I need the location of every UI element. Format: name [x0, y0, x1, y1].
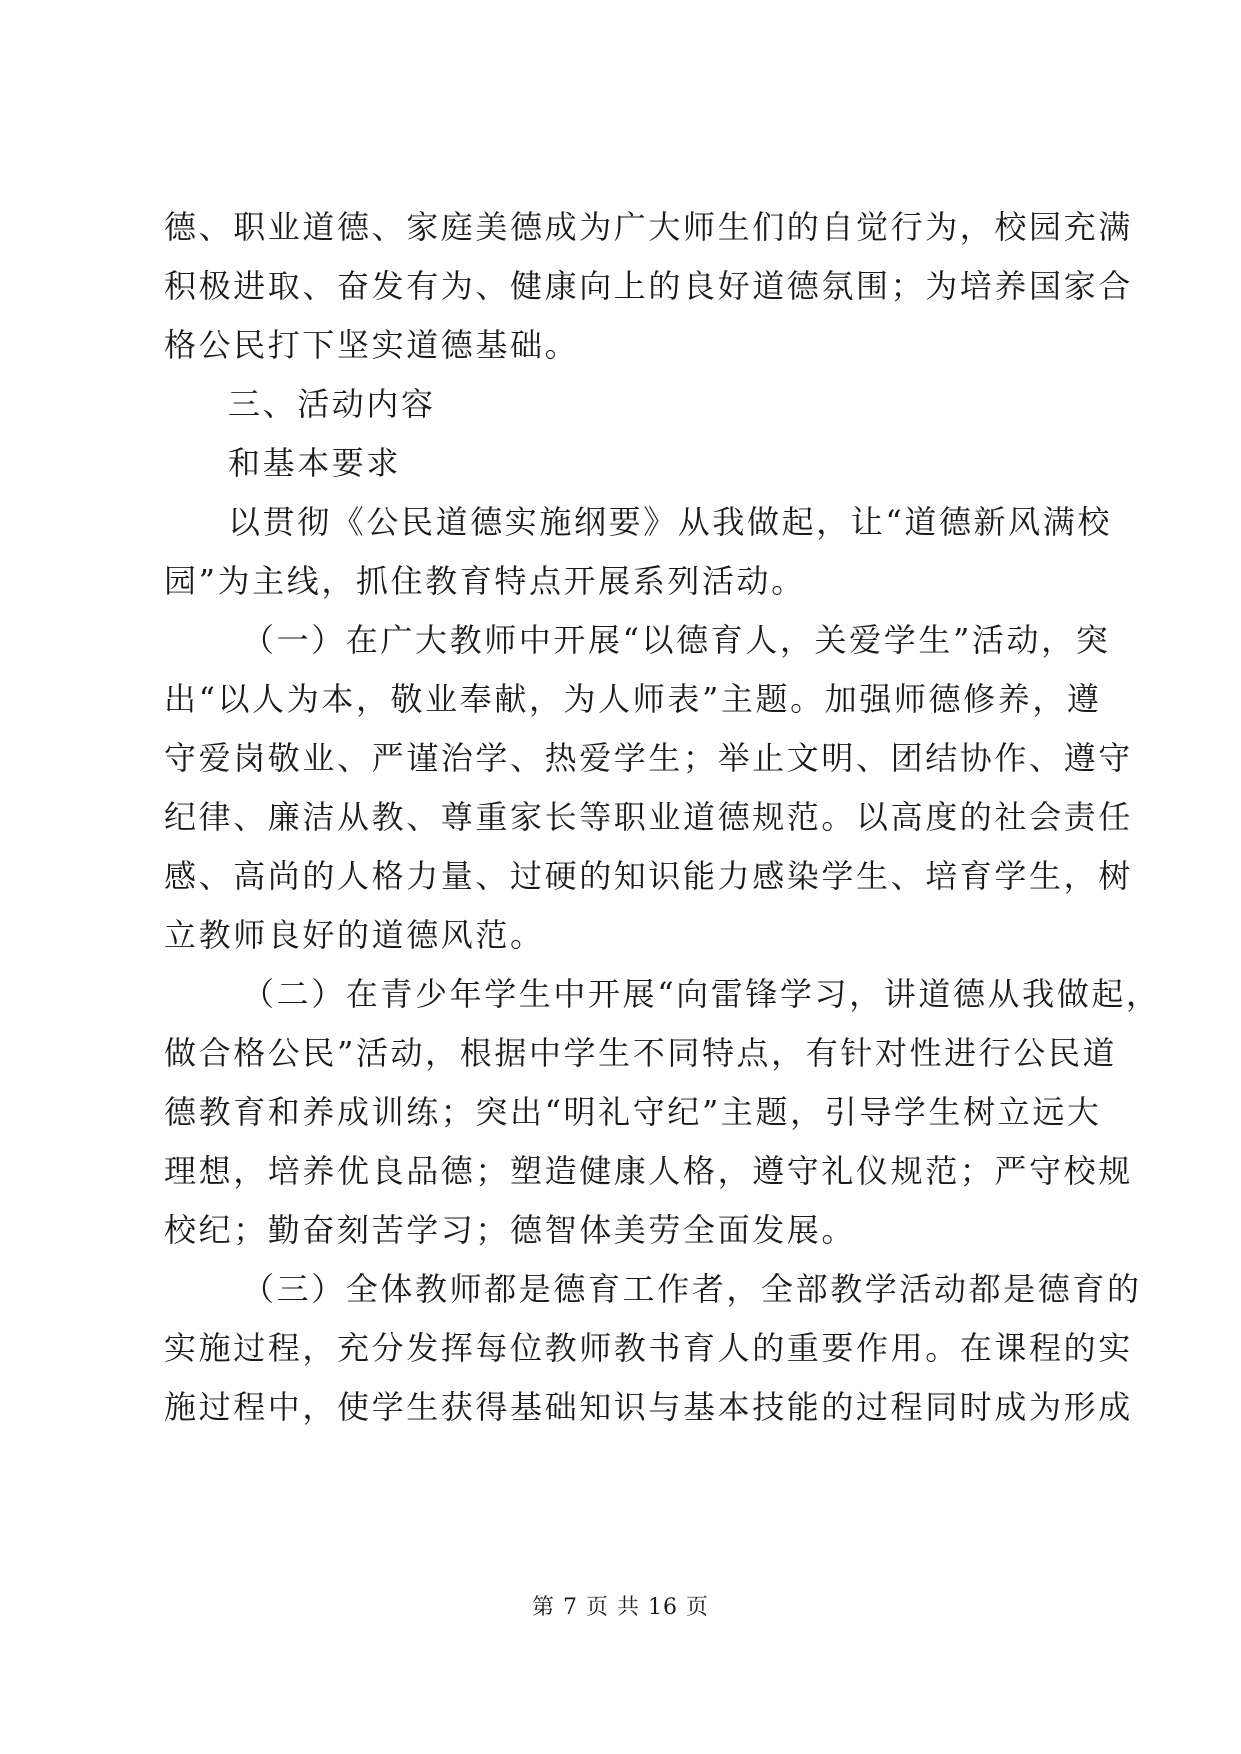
body-text-line: 园”为主线，抓住教育特点开展系列活动。 — [164, 562, 806, 600]
section-heading: 三、活动内容 — [228, 385, 436, 423]
body-text-line: 格公民打下坚实道德基础。 — [164, 326, 580, 364]
page-footer: 第 7 页 共 16 页 — [532, 1595, 709, 1620]
body-text-line: 施过程中，使学生获得基础知识与基本技能的过程同时成为形成 — [164, 1388, 1133, 1426]
body-text-line: （三）全体教师都是德育工作者，全部教学活动都是德育的 — [242, 1270, 1142, 1308]
body-text-line: 德、职业道德、家庭美德成为广大师生们的自觉行为，校园充满 — [164, 208, 1133, 246]
body-text-line: （一）在广大教师中开展“以德育人，关爱学生”活动，突 — [242, 621, 1111, 659]
body-text-line: 纪律、廉洁从教、尊重家长等职业道德规范。以高度的社会责任 — [164, 798, 1133, 836]
body-text-line: 理想，培养优良品德；塑造健康人格，遵守礼仪规范；严守校规 — [164, 1152, 1133, 1190]
body-text-line: 做合格公民”活动，根据中学生不同特点，有针对性进行公民道 — [164, 1034, 1118, 1072]
body-text-line: 德教育和养成训练；突出“明礼守纪”主题，引导学生树立远大 — [164, 1093, 1102, 1131]
body-text-line: （二）在青少年学生中开展“向雷锋学习，讲道德从我做起， — [242, 975, 1161, 1013]
section-heading-continued: 和基本要求 — [228, 444, 402, 482]
body-text-line: 以贯彻《公民道德实施纲要》从我做起，让“道德新风满校 — [228, 503, 1112, 541]
body-text-line: 感、高尚的人格力量、过硬的知识能力感染学生、培育学生，树 — [164, 857, 1133, 895]
body-text-line: 立教师良好的道德风范。 — [164, 916, 545, 954]
body-text-line: 校纪；勤奋刻苦学习；德智体美劳全面发展。 — [164, 1211, 857, 1249]
body-text-line: 积极进取、奋发有为、健康向上的良好道德氛围；为培养国家合 — [164, 267, 1133, 305]
body-text-line: 出“以人为本，敬业奉献，为人师表”主题。加强师德修养，遵 — [164, 680, 1102, 718]
body-text-line: 实施过程，充分发挥每位教师教书育人的重要作用。在课程的实 — [164, 1329, 1133, 1367]
body-text-line: 守爱岗敬业、严谨治学、热爱学生；举止文明、团结协作、遵守 — [164, 739, 1133, 777]
